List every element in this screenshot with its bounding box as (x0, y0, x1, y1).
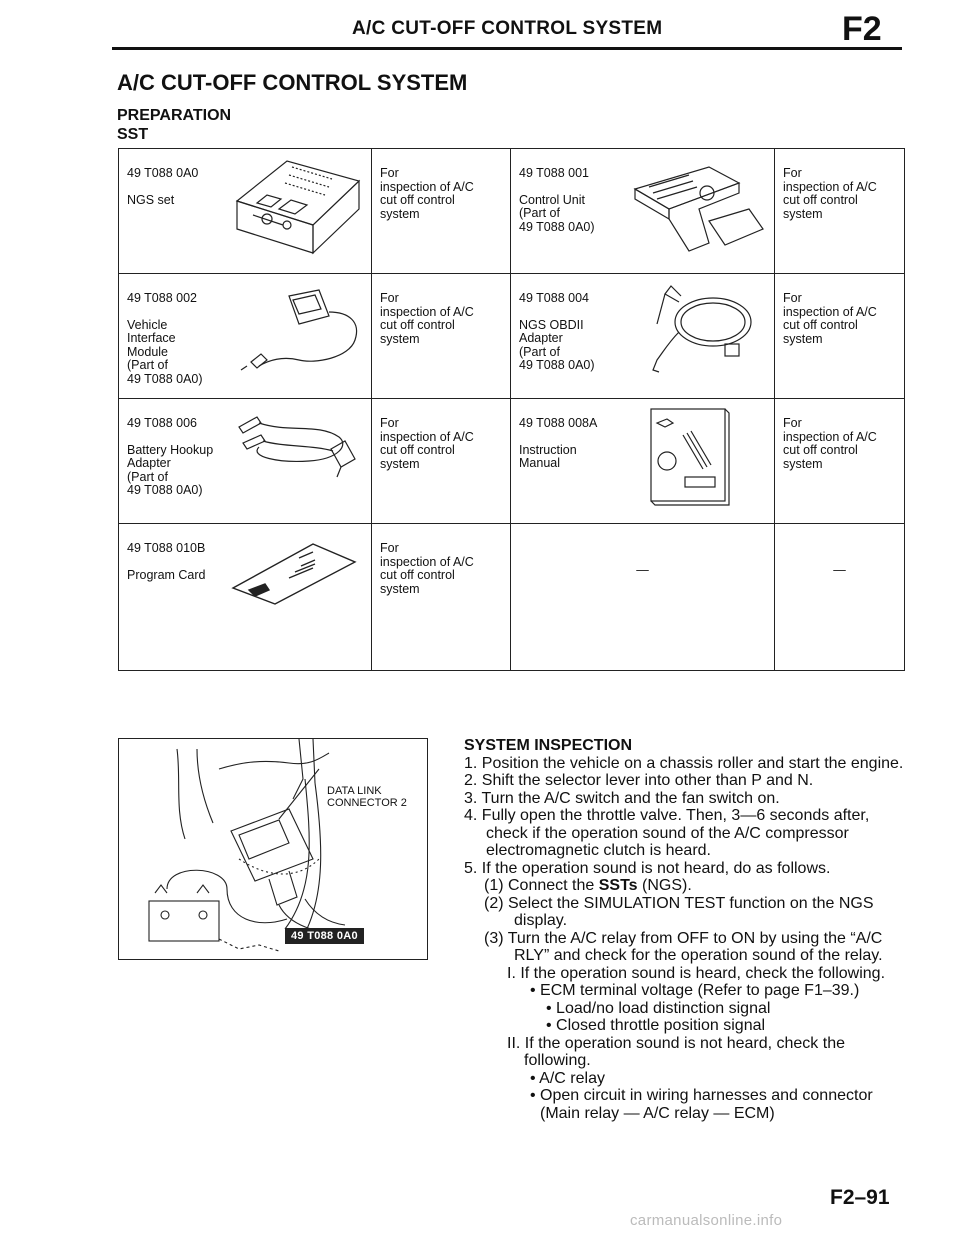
case-i-item: • Load/no load distinction signal (546, 999, 771, 1017)
case-ii: II. If the operation sound is not heard, check the following. (507, 1034, 845, 1069)
step-3: 3. Turn the A/C switch and the fan switch on. (464, 789, 780, 807)
vim-illustration (229, 282, 369, 372)
sst-badge: 49 T088 0A0 (285, 928, 364, 944)
preparation-label: PREPARATION (117, 107, 232, 124)
tool-description: Instruction Manual (519, 442, 577, 470)
tool-cell (119, 399, 372, 524)
case-i: I. If the operation sound is heard, check the following. (507, 964, 886, 982)
table-row (119, 399, 905, 524)
inspection-heading: SYSTEM INSPECTION (464, 737, 633, 754)
ngs-case-illustration (227, 153, 367, 257)
page-title: A/C CUT-OFF CONTROL SYSTEM (117, 70, 468, 95)
program-card-illustration (229, 538, 359, 608)
step-5-3: (3) Turn the A/C relay from OFF to ON by using the “A/C RLY” and check for the operation sound of the relay. (484, 929, 883, 964)
purpose-cell: For inspection of A/C cut off control system (775, 149, 905, 274)
tool-description: NGS set (127, 192, 175, 207)
case-i-item: • Closed throttle position signal (546, 1017, 766, 1034)
tool-cell (511, 399, 775, 524)
manual-illustration (639, 405, 735, 509)
header-rule (112, 47, 902, 50)
inspection-section (464, 737, 910, 1122)
obd-adapter-illustration (629, 282, 769, 378)
tool-cell (511, 149, 775, 274)
tool-description: Battery Hookup Adapter (Part of 49 T088 0A0) (127, 442, 214, 497)
purpose-cell: For inspection of A/C cut off control system (775, 399, 905, 524)
watermark: carmanualsonline.info (630, 1212, 783, 1229)
preparation-heading (117, 106, 231, 144)
connector-label: DATA LINK CONNECTOR 2 (327, 785, 407, 809)
step-5-1: (1) Connect the SSTs (NGS). (484, 877, 692, 894)
part-number: 49 T088 006 (127, 416, 197, 430)
purpose-cell: For inspection of A/C cut off control system (372, 274, 511, 399)
tool-description: Control Unit (Part of 49 T088 0A0) (519, 192, 595, 234)
empty-cell: — (511, 524, 775, 671)
part-number: 49 T088 002 (127, 291, 197, 305)
header-title: A/C CUT-OFF CONTROL SYSTEM (352, 18, 663, 39)
tool-cell (119, 524, 372, 671)
tool-description: NGS OBDII Adapter (Part of 49 T088 0A0) (519, 317, 595, 372)
sst-label: SST (117, 126, 149, 143)
purpose-cell: For inspection of A/C cut off control system (372, 524, 511, 671)
connection-illustration (119, 739, 427, 959)
case-ii-item: • Open circuit in wiring harnesses and connector (Main relay — A/C relay — ECM) (530, 1087, 873, 1122)
part-number: 49 T088 010B (127, 541, 206, 555)
part-number: 49 T088 004 (519, 291, 589, 305)
purpose-cell: For inspection of A/C cut off control system (372, 149, 511, 274)
tool-cell (119, 274, 372, 399)
part-number: 49 T088 008A (519, 416, 598, 430)
page-number: F2–91 (830, 1186, 890, 1209)
section-code: F2 (842, 10, 882, 48)
step-2: 2. Shift the selector lever into other than P and N. (464, 772, 814, 789)
control-unit-illustration (629, 163, 769, 253)
purpose-cell: For inspection of A/C cut off control system (372, 399, 511, 524)
battery-adapter-illustration (219, 409, 369, 499)
case-i-item: • ECM terminal voltage (Refer to page F1–39.) (530, 982, 860, 999)
part-number: 49 T088 0A0 (127, 166, 199, 180)
table-row (119, 274, 905, 399)
table-row (119, 149, 905, 274)
table-row (119, 524, 905, 671)
case-ii-item: • A/C relay (530, 1069, 605, 1087)
step-1: 1. Position the vehicle on a chassis roller and start the engine. (464, 754, 904, 772)
tool-description: Program Card (127, 567, 206, 582)
empty-cell: — (775, 524, 905, 671)
purpose-cell: For inspection of A/C cut off control system (775, 274, 905, 399)
part-number: 49 T088 001 (519, 166, 589, 180)
tool-description: Vehicle Interface Module (Part of 49 T088 0A0) (127, 317, 203, 386)
tool-cell (511, 274, 775, 399)
tool-cell (119, 149, 372, 274)
step-5-2: (2) Select the SIMULATION TEST function on the NGS display. (484, 894, 874, 929)
connection-figure (118, 738, 428, 960)
step-5: 5. If the operation sound is not heard, do as follows. (464, 859, 831, 877)
step-4: 4. Fully open the throttle valve. Then, 3—6 seconds after, check if the operation sound of the A/C compressor electromagnetic clutch is heard. (464, 807, 870, 859)
sst-table (118, 148, 905, 671)
